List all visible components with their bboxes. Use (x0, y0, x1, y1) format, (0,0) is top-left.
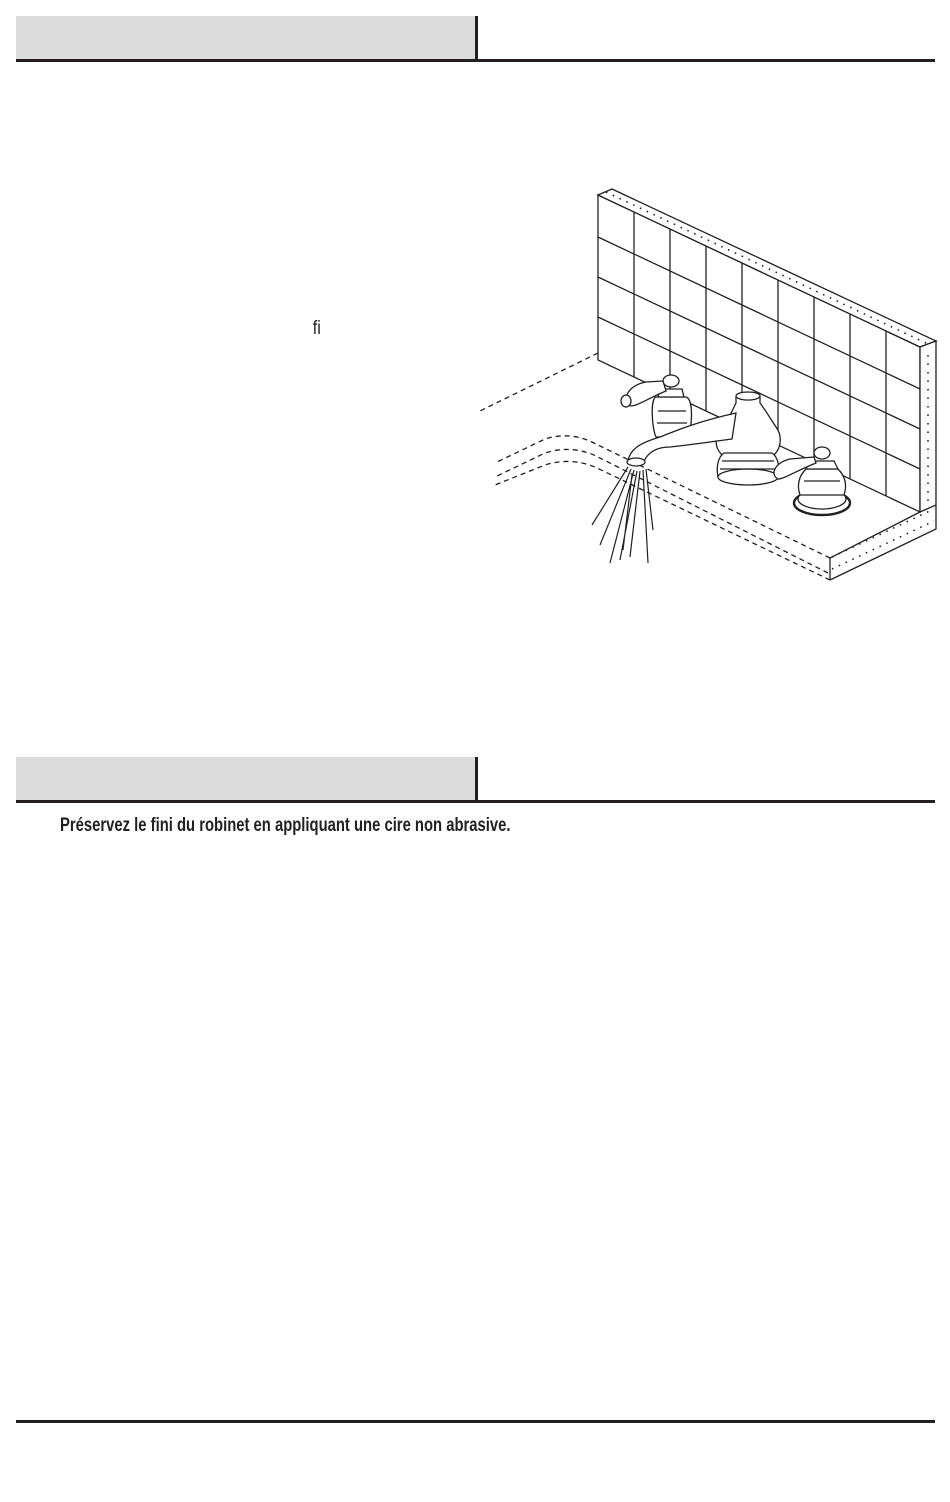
water-spray-icon (592, 467, 653, 563)
care-instruction: Préservez le fini du robinet en appliquant une cire non abrasive. (60, 815, 511, 836)
header-divider (475, 757, 478, 803)
header-rule (16, 800, 935, 803)
faucet-illustration (470, 185, 940, 590)
section-header-operation (16, 16, 935, 62)
section-header-care (16, 757, 935, 803)
section-header-tab (16, 757, 475, 801)
header-rule (16, 59, 935, 62)
section-header-tab (16, 16, 475, 60)
footer-rule (16, 1420, 935, 1423)
header-divider (475, 16, 478, 62)
text-fragment: fi (312, 318, 321, 339)
